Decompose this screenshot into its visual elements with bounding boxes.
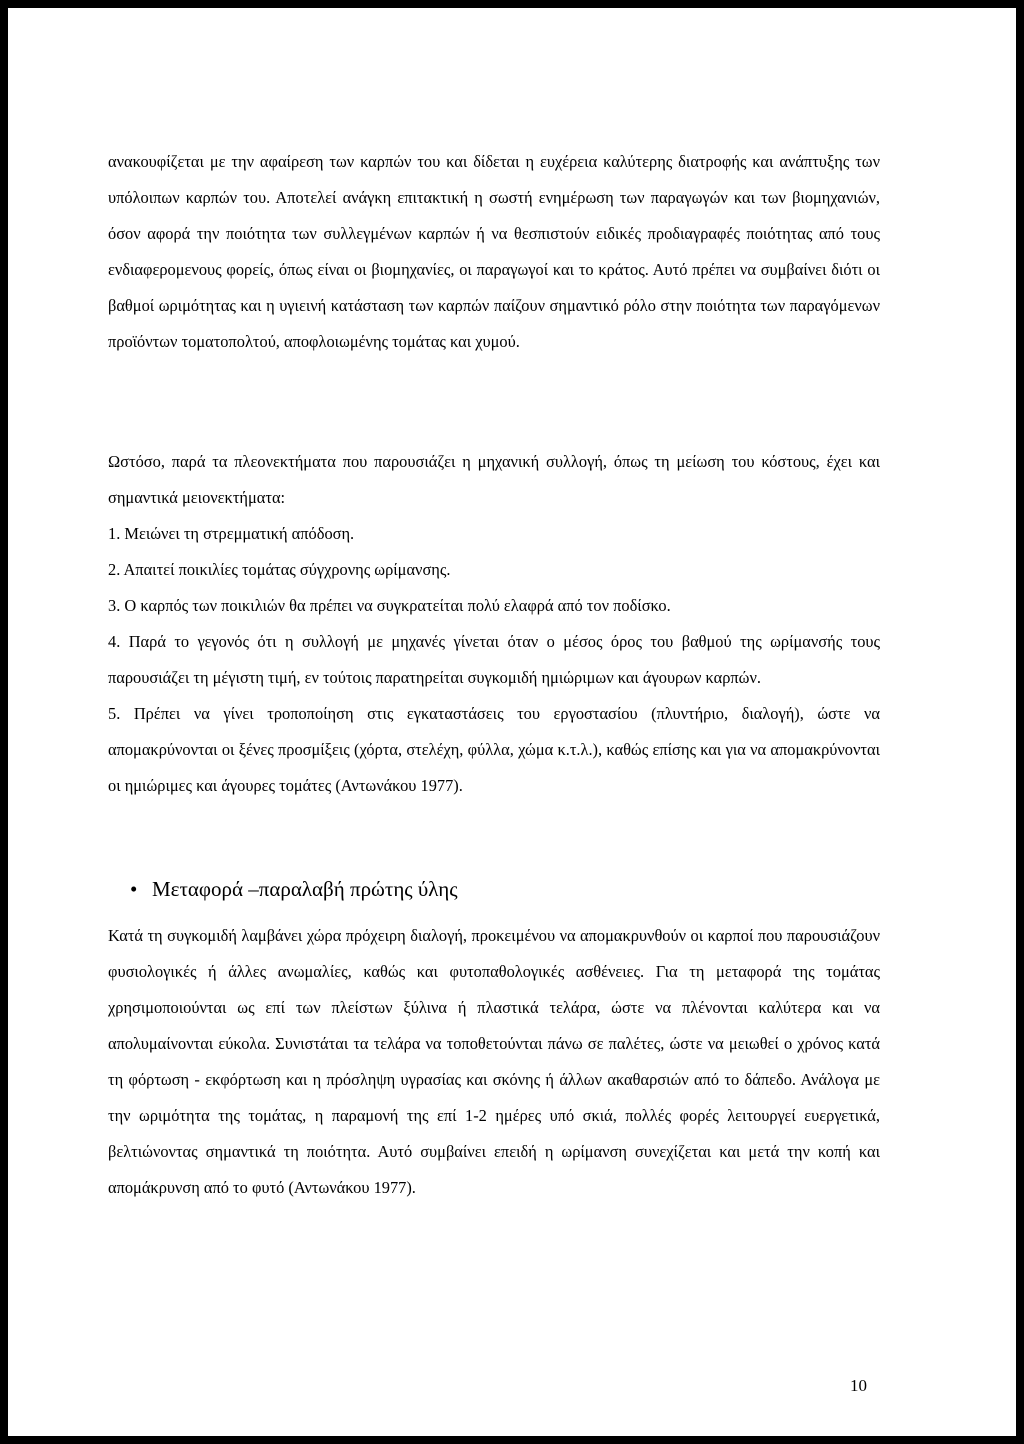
paragraph-quality-requirements: ανακουφίζεται με την αφαίρεση των καρπών του και δίδεται η ευχέρεια καλύτερης διατροφής και ανάπτυξης των υπόλοιπων καρπών του. Αποτελεί ανάγκη επιτακτική η σωστή ενημέρωση των παραγωγών και των βιομηχανιών, όσον αφορά την ποιότητα των συλλεγμένων καρπών ή να θεσπιστούν ειδικές προδιαγραφές ποιότητας από τους ενδιαφερομενους φορείς, όπως είναι οι βιομηχανίες, οι παραγωγοί και το κράτος. Αυτό πρέπει να συμβαίνει διότι οι βαθμοί ωριμότητας και η υγιεινή κατάσταση των καρπών παίζουν σημαντικό ρόλο στην ποιότητα των παραγόμενων προϊόντων τοματοπολτού, αποφλοιωμένης τομάτας και χυμού. xyxy=(108,152,880,351)
list-item: 1. Μειώνει τη στρεμματική απόδοση. xyxy=(108,524,355,543)
list-item: 2. Απαιτεί ποικιλίες τομάτας σύγχρονης ωρίμανσης. xyxy=(108,560,451,579)
paragraph-disadvantages-intro: Ωστόσο, παρά τα πλεονεκτήματα που παρουσιάζει η μηχανική συλλογή, όπως τη μείωση του κόστους, έχει και σημαντικά μειονεκτήματα: xyxy=(108,452,880,507)
page-number: 10 xyxy=(850,1376,867,1395)
list-item: 3. Ο καρπός των ποικιλιών θα πρέπει να συγκρατείται πολύ ελαφρά από τον ποδίσκο. xyxy=(108,596,671,615)
list-item: 4. Παρά το γεγονός ότι η συλλογή με μηχανές γίνεται όταν ο μέσος όρος του βαθμού της ωρίμανσής τους παρουσιάζει τη μέγιστη τιμή, εν τούτοις παρατηρείται συγκομιδή ημιώριμων και άγουρων καρπών. xyxy=(108,632,880,687)
document-page xyxy=(8,8,1016,1436)
list-item: 5. Πρέπει να γίνει τροποποίηση στις εγκαταστάσεις του εργοστασίου (πλυντήριο, διαλογή), ώστε να απομακρύνονται οι ξένες προσμίξεις (χόρτα, στελέχη, φύλλα, χώμα κ.τ.λ.), καθώς επίσης και για να απομακρύνονται οι ημιώριμες και άγουρες τομάτες (Αντωνάκου 1977). xyxy=(108,704,880,795)
bullet-icon: • xyxy=(130,877,138,901)
section-heading-text: Μεταφορά –παραλαβή πρώτης ύλης xyxy=(152,877,458,901)
section-heading xyxy=(130,874,458,904)
disadvantages-list xyxy=(108,516,880,804)
paragraph-transport-reception: Κατά τη συγκομιδή λαμβάνει χώρα πρόχειρη διαλογή, προκειμένου να απομακρυνθούν οι καρποί που παρουσιάζουν φυσιολογικές ή άλλες ανωμαλίες, καθώς και φυτοπαθολογικές ασθένειες. Για τη μεταφορά της τομάτας χρησιμοποιούνται ως επί των πλείστων ξύλινα ή πλαστικά τελάρα, ώστε να πλένονται καλύτερα και να απολυμαίνονται εύκολα. Συνιστάται τα τελάρα να τοποθετούνται πάνω σε παλέτες, ώστε να μειωθεί ο χρόνος κατά τη φόρτωση - εκφόρτωση και η πρόσληψη υγρασίας και σκόνης ή άλλων ακαθαρσιών από το δάπεδο. Ανάλογα με την ωριμότητα της τομάτας, η παραμονή της επί 1-2 ημέρες υπό σκιά, πολλές φορές λειτουργεί ευεργετικά, βελτιώνοντας σημαντικά τη ποιότητα. Αυτό συμβαίνει επειδή η ωρίμανση συνεχίζεται και μετά την κοπή και απομάκρυνση από το φυτό (Αντωνάκου 1977). xyxy=(108,926,880,1197)
